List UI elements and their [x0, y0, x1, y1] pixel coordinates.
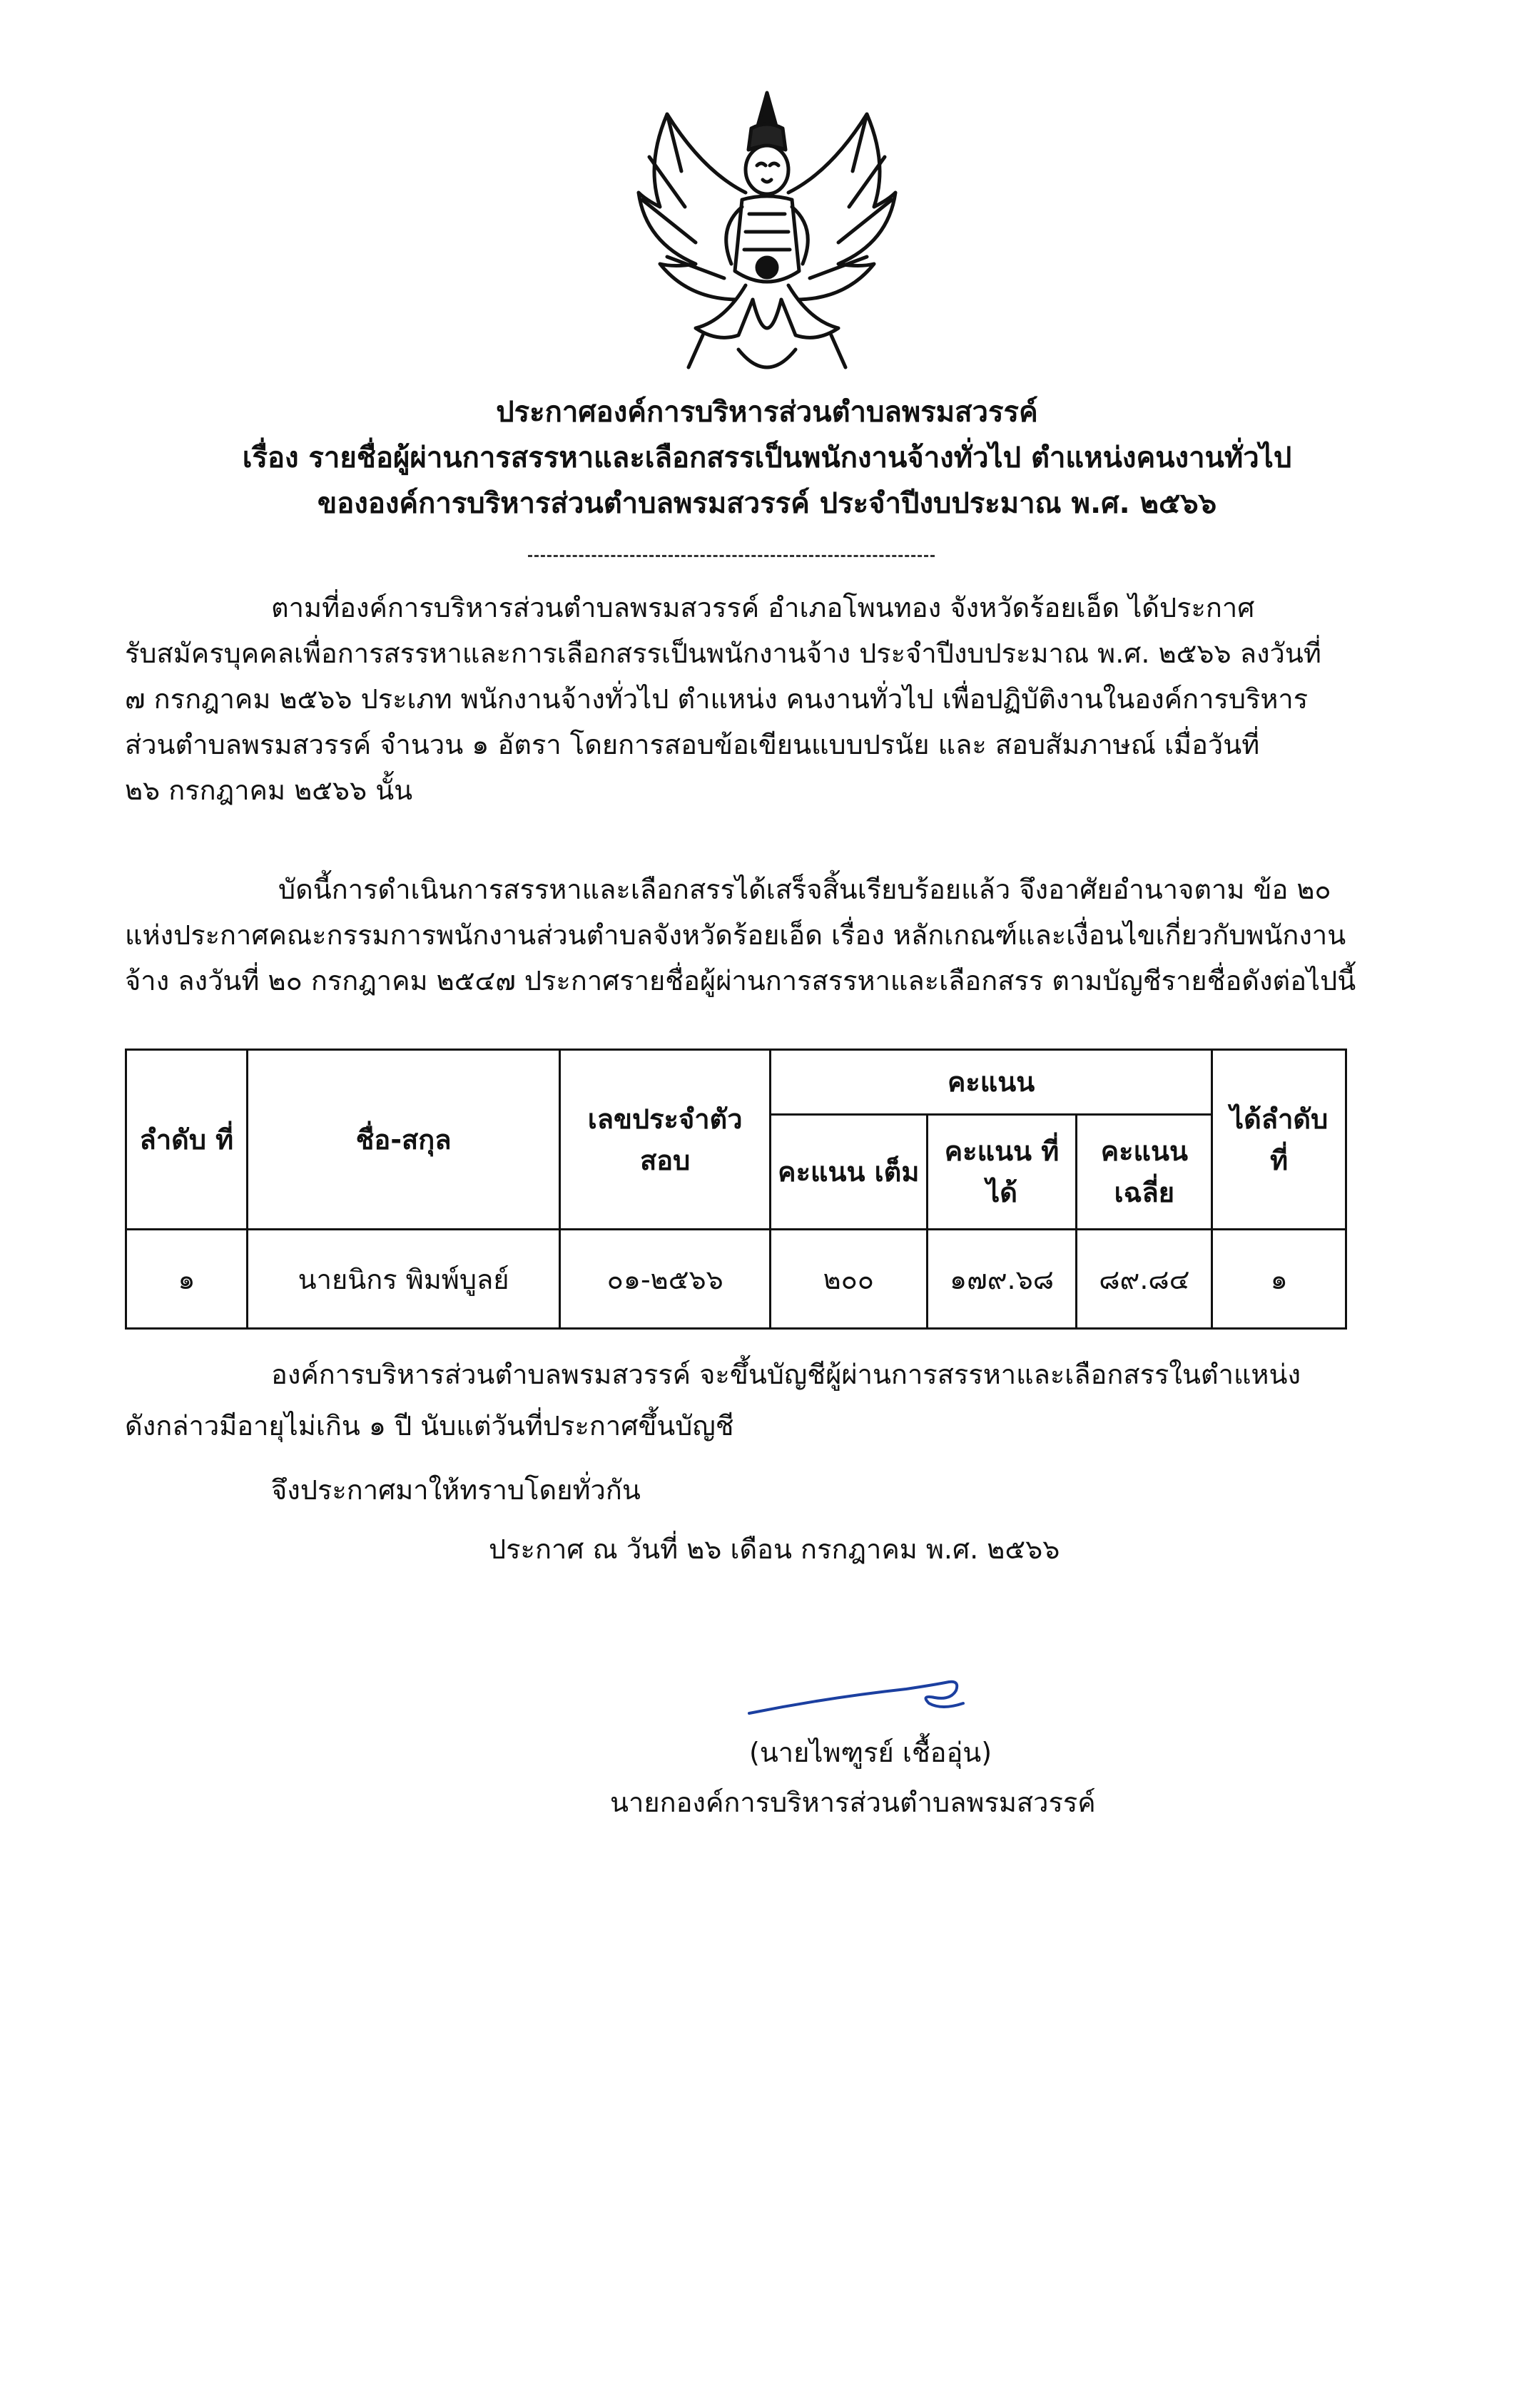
- paragraph-line: จ้าง ลงวันที่ ๒๐ กรกฎาคม ๒๕๔๗ ประกาศรายชื่อผู้ผ่านการสรรหาและเลือกสรร ตามบัญชีรายชื่อดังต่อไปนี้: [125, 965, 1356, 996]
- announcement-subject: เรื่อง รายชื่อผู้ผ่านการสรรหาและเลือกสรรเป็นพนักงานจ้างทั่วไป ตำแหน่งคนงานทั่วไป: [242, 442, 1292, 474]
- cell-rank: ๑: [1212, 1230, 1346, 1329]
- paragraph-list-validity: องค์การบริหารส่วนตำบลพรมสวรรค์ จะขึ้นบัญชีผู้ผ่านการสรรหาและเลือกสรรในตำแหน่ง: [271, 1359, 1301, 1390]
- announce-date: ประกาศ ณ วันที่ ๒๖ เดือน กรกฎาคม พ.ศ. ๒๕๖๖: [489, 1534, 1060, 1565]
- table-row: [126, 1230, 1346, 1329]
- paragraph-line: ตามที่องค์การบริหารส่วนตำบลพรมสวรรค์ อำเภอโพนทอง จังหวัดร้อยเอ็ด ได้ประกาศ: [271, 592, 1255, 623]
- announcement-title: ประกาศองค์การบริหารส่วนตำบลพรมสวรรค์: [496, 396, 1038, 429]
- cell-full-score: ๒๐๐: [770, 1230, 927, 1329]
- announce-statement: จึงประกาศมาให้ทราบโดยทั่วกัน: [271, 1474, 641, 1506]
- paragraph-list-validity-line2: ดังกล่าวมีอายุไม่เกิน ๑ ปี นับแต่วันที่ประกาศขึ้นบัญชี: [125, 1410, 734, 1442]
- paragraph-line: ส่วนตำบลพรมสวรรค์ จำนวน ๑ อัตรา โดยการสอบข้อเขียนแบบปรนัย และ สอบสัมภาษณ์ เมื่อวันที่: [125, 729, 1260, 760]
- paragraph-line: แห่งประกาศคณะกรรมการพนักงานส่วนตำบลจังหวัดร้อยเอ็ด เรื่อง หลักเกณฑ์และเงื่อนไขเกี่ยวกับพนักงาน: [125, 919, 1346, 951]
- paragraph-result: [125, 867, 1356, 1004]
- header-full-score: คะแนน เต็ม: [770, 1115, 927, 1230]
- header-score-group: คะแนน: [770, 1050, 1212, 1115]
- header-average-score: คะแนน เฉลี่ย: [1077, 1115, 1212, 1230]
- header-obtained-score: คะแนน ที่ได้: [927, 1115, 1077, 1230]
- signer-title: นายกองค์การบริหารส่วนตำบลพรมสวรรค์: [610, 1787, 1096, 1818]
- paragraph-line: บัดนี้การดำเนินการสรรหาและเลือกสรรได้เสร็จสิ้นเรียบร้อยแล้ว จึงอาศัยอำนาจตาม ข้อ ๒๐: [278, 874, 1331, 905]
- paragraph-line: ๒๖ กรกฎาคม ๒๕๖๖ นั้น: [125, 775, 413, 806]
- garuda-emblem-icon: [617, 86, 917, 392]
- table-header-row: [126, 1050, 1346, 1115]
- cell-average-score: ๘๙.๘๔: [1077, 1230, 1212, 1329]
- header-order: ลำดับ ที่: [126, 1050, 248, 1230]
- paragraph-intro: [125, 585, 1352, 813]
- cell-name: นายนิกร พิมพ์บูลย์: [247, 1230, 560, 1329]
- cell-exam-id: ๐๑-๒๕๖๖: [560, 1230, 771, 1329]
- title-divider: [528, 555, 935, 557]
- header-rank: ได้ลำดับ ที่: [1212, 1050, 1346, 1230]
- cell-order: ๑: [126, 1230, 248, 1329]
- header-name: ชื่อ-สกุล: [247, 1050, 560, 1230]
- paragraph-line: รับสมัครบุคคลเพื่อการสรรหาและการเลือกสรรเป็นพนักงานจ้าง ประจำปีงบประมาณ พ.ศ. ๒๕๖๖ ลงวันที่: [125, 638, 1321, 669]
- signer-name: (นายไพฑูรย์ เชื้ออุ่น): [749, 1737, 992, 1768]
- header-exam-id: เลขประจำตัว สอบ: [560, 1050, 771, 1230]
- handwritten-signature: [742, 1669, 970, 1726]
- announcement-subject-line2: ขององค์การบริหารส่วนตำบลพรมสวรรค์ ประจำปีงบประมาณ พ.ศ. ๒๕๖๖: [317, 487, 1217, 520]
- paragraph-line: ๗ กรกฎาคม ๒๕๖๖ ประเภท พนักงานจ้างทั่วไป ตำแหน่ง คนงานทั่วไป เพื่อปฏิบัติงานในองค์การบริหาร: [125, 683, 1309, 715]
- cell-obtained-score: ๑๗๙.๖๘: [927, 1230, 1077, 1329]
- results-table: [125, 1049, 1347, 1330]
